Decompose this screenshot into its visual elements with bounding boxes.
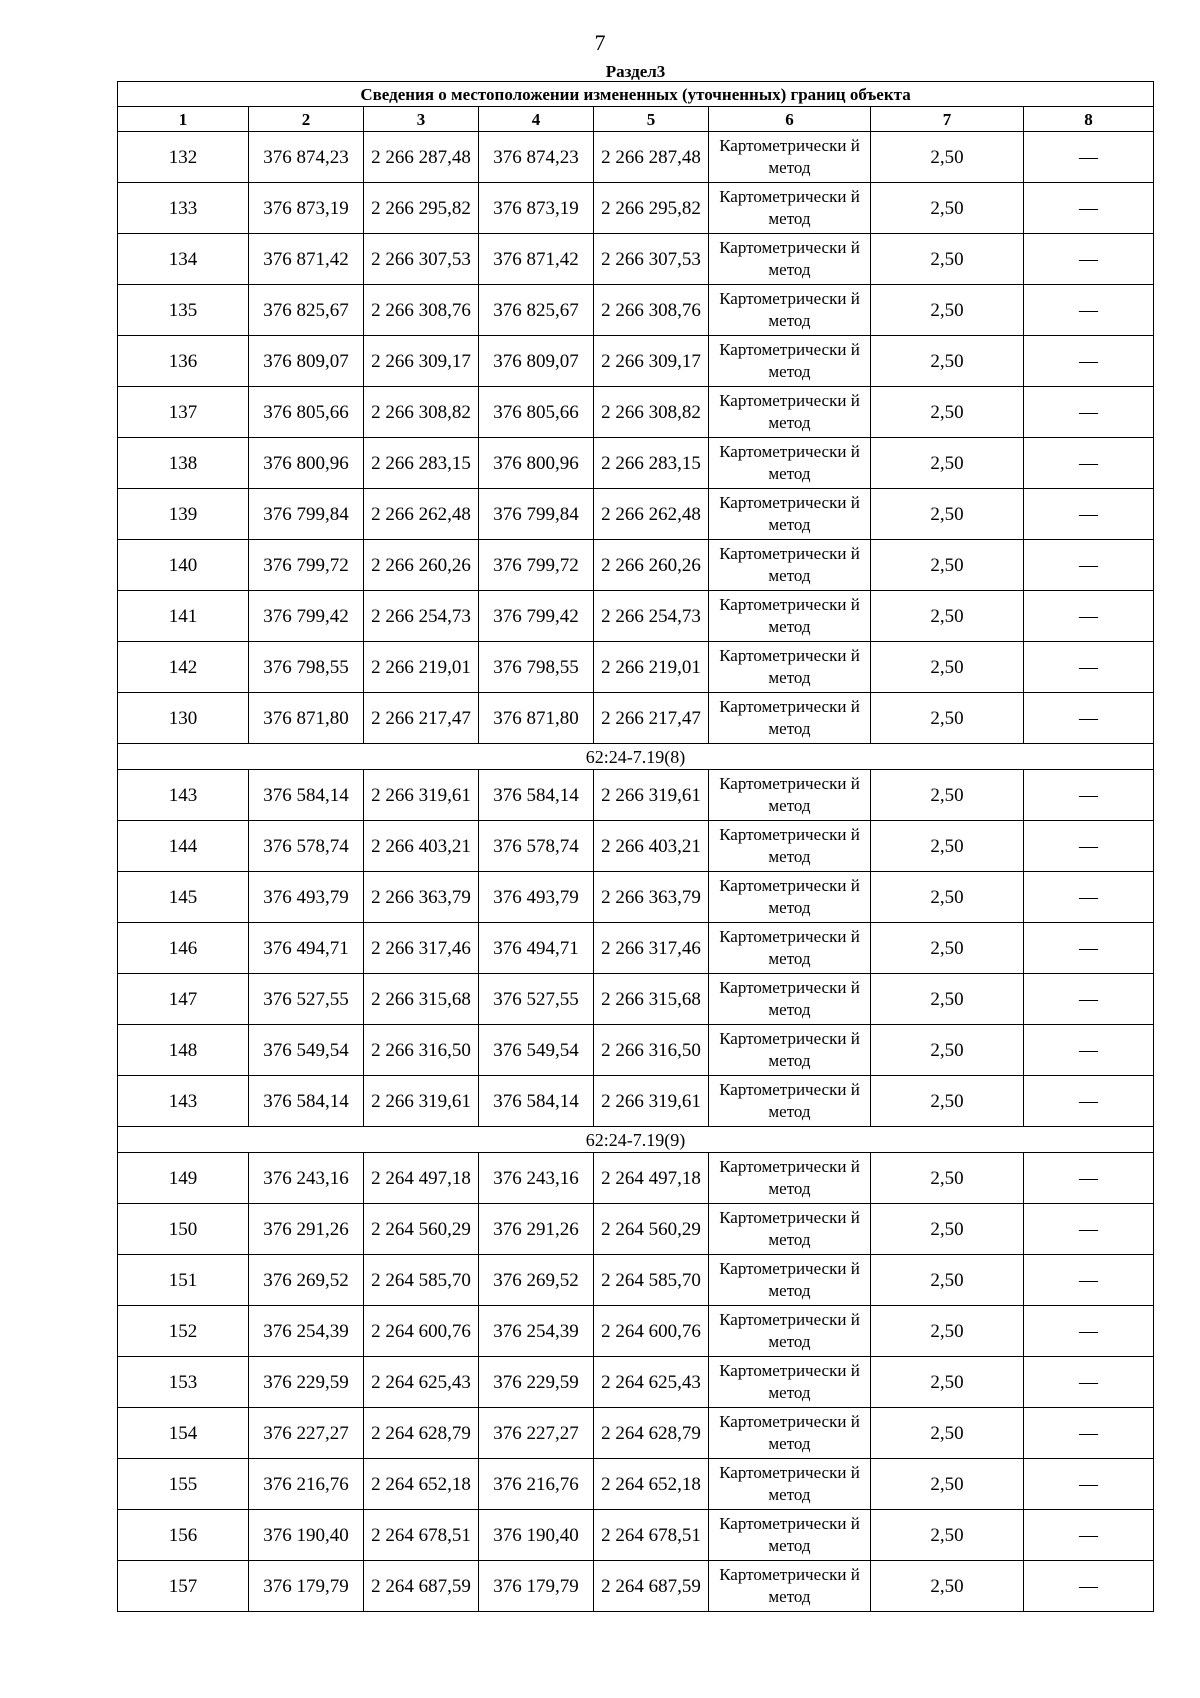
section-title: Раздел3 bbox=[605, 62, 666, 81]
accuracy-cell: 2,50 bbox=[871, 1408, 1024, 1459]
table-row bbox=[118, 1025, 1154, 1076]
y-new-cell: 2 266 283,15 bbox=[594, 438, 709, 489]
y-existing-cell: 2 266 287,48 bbox=[364, 132, 479, 183]
y-new-cell: 2 266 308,76 bbox=[594, 285, 709, 336]
x-existing-cell: 376 799,72 bbox=[249, 540, 364, 591]
description-cell: — bbox=[1024, 1459, 1154, 1510]
table-row bbox=[118, 489, 1154, 540]
x-existing-cell: 376 527,55 bbox=[249, 974, 364, 1025]
y-new-cell: 2 266 316,50 bbox=[594, 1025, 709, 1076]
method-cell: Картометрически й метод bbox=[709, 489, 871, 540]
accuracy-cell: 2,50 bbox=[871, 540, 1024, 591]
x-existing-cell: 376 825,67 bbox=[249, 285, 364, 336]
y-new-cell: 2 266 254,73 bbox=[594, 591, 709, 642]
y-new-cell: 2 266 217,47 bbox=[594, 693, 709, 744]
x-new-cell: 376 243,16 bbox=[479, 1153, 594, 1204]
x-existing-cell: 376 799,84 bbox=[249, 489, 364, 540]
table-row bbox=[118, 1306, 1154, 1357]
table-row bbox=[118, 438, 1154, 489]
x-existing-cell: 376 291,26 bbox=[249, 1204, 364, 1255]
table-caption: Сведения о местоположении измененных (уточненных) границ объекта bbox=[360, 84, 911, 104]
description-cell: — bbox=[1024, 1408, 1154, 1459]
table-row bbox=[118, 234, 1154, 285]
y-existing-cell: 2 264 560,29 bbox=[364, 1204, 479, 1255]
x-new-cell: 376 493,79 bbox=[479, 872, 594, 923]
point-number-cell: 139 bbox=[118, 489, 249, 540]
method-cell: Картометрически й метод bbox=[709, 591, 871, 642]
table-row bbox=[118, 183, 1154, 234]
column-header: 5 bbox=[594, 107, 709, 132]
description-cell: — bbox=[1024, 438, 1154, 489]
method-cell: Картометрически й метод bbox=[709, 132, 871, 183]
method-cell: Картометрически й метод bbox=[709, 438, 871, 489]
table-row bbox=[118, 1408, 1154, 1459]
x-existing-cell: 376 809,07 bbox=[249, 336, 364, 387]
x-existing-cell: 376 799,42 bbox=[249, 591, 364, 642]
table-row bbox=[118, 1076, 1154, 1127]
x-new-cell: 376 873,19 bbox=[479, 183, 594, 234]
y-new-cell: 2 266 307,53 bbox=[594, 234, 709, 285]
x-new-cell: 376 291,26 bbox=[479, 1204, 594, 1255]
point-number-cell: 130 bbox=[118, 693, 249, 744]
column-header: 7 bbox=[871, 107, 1024, 132]
table-row bbox=[118, 974, 1154, 1025]
x-existing-cell: 376 190,40 bbox=[249, 1510, 364, 1561]
y-existing-cell: 2 266 262,48 bbox=[364, 489, 479, 540]
y-new-cell: 2 264 497,18 bbox=[594, 1153, 709, 1204]
y-existing-cell: 2 266 403,21 bbox=[364, 821, 479, 872]
y-existing-cell: 2 266 316,50 bbox=[364, 1025, 479, 1076]
accuracy-cell: 2,50 bbox=[871, 923, 1024, 974]
accuracy-cell: 2,50 bbox=[871, 1255, 1024, 1306]
x-new-cell: 376 809,07 bbox=[479, 336, 594, 387]
x-existing-cell: 376 871,80 bbox=[249, 693, 364, 744]
y-new-cell: 2 266 317,46 bbox=[594, 923, 709, 974]
column-numbers-row bbox=[118, 107, 1154, 132]
x-existing-cell: 376 798,55 bbox=[249, 642, 364, 693]
y-existing-cell: 2 266 260,26 bbox=[364, 540, 479, 591]
accuracy-cell: 2,50 bbox=[871, 872, 1024, 923]
y-existing-cell: 2 266 363,79 bbox=[364, 872, 479, 923]
method-cell: Картометрически й метод bbox=[709, 1255, 871, 1306]
method-cell: Картометрически й метод bbox=[709, 974, 871, 1025]
accuracy-cell: 2,50 bbox=[871, 1459, 1024, 1510]
x-new-cell: 376 799,42 bbox=[479, 591, 594, 642]
accuracy-cell: 2,50 bbox=[871, 489, 1024, 540]
accuracy-cell: 2,50 bbox=[871, 1076, 1024, 1127]
y-new-cell: 2 266 308,82 bbox=[594, 387, 709, 438]
method-cell: Картометрически й метод bbox=[709, 693, 871, 744]
method-cell: Картометрически й метод bbox=[709, 387, 871, 438]
table-row bbox=[118, 387, 1154, 438]
x-new-cell: 376 871,80 bbox=[479, 693, 594, 744]
accuracy-cell: 2,50 bbox=[871, 234, 1024, 285]
y-existing-cell: 2 264 687,59 bbox=[364, 1561, 479, 1612]
column-header: 6 bbox=[709, 107, 871, 132]
point-number-cell: 150 bbox=[118, 1204, 249, 1255]
table-row bbox=[118, 336, 1154, 387]
table-row bbox=[118, 693, 1154, 744]
accuracy-cell: 2,50 bbox=[871, 1561, 1024, 1612]
point-number-cell: 143 bbox=[118, 1076, 249, 1127]
column-header: 3 bbox=[364, 107, 479, 132]
method-cell: Картометрически й метод bbox=[709, 923, 871, 974]
x-new-cell: 376 229,59 bbox=[479, 1357, 594, 1408]
y-new-cell: 2 266 319,61 bbox=[594, 1076, 709, 1127]
description-cell: — bbox=[1024, 693, 1154, 744]
accuracy-cell: 2,50 bbox=[871, 387, 1024, 438]
description-cell: — bbox=[1024, 1076, 1154, 1127]
point-number-cell: 154 bbox=[118, 1408, 249, 1459]
x-new-cell: 376 254,39 bbox=[479, 1306, 594, 1357]
y-existing-cell: 2 266 308,82 bbox=[364, 387, 479, 438]
y-existing-cell: 2 264 678,51 bbox=[364, 1510, 479, 1561]
accuracy-cell: 2,50 bbox=[871, 693, 1024, 744]
x-new-cell: 376 874,23 bbox=[479, 132, 594, 183]
y-new-cell: 2 264 585,70 bbox=[594, 1255, 709, 1306]
column-header: 1 bbox=[118, 107, 249, 132]
point-number-cell: 145 bbox=[118, 872, 249, 923]
y-new-cell: 2 266 295,82 bbox=[594, 183, 709, 234]
y-new-cell: 2 266 403,21 bbox=[594, 821, 709, 872]
table-row bbox=[118, 1561, 1154, 1612]
x-existing-cell: 376 179,79 bbox=[249, 1561, 364, 1612]
x-existing-cell: 376 269,52 bbox=[249, 1255, 364, 1306]
table-row bbox=[118, 1510, 1154, 1561]
description-cell: — bbox=[1024, 234, 1154, 285]
page-number: 7 bbox=[594, 30, 606, 55]
table-row bbox=[118, 540, 1154, 591]
x-new-cell: 376 578,74 bbox=[479, 821, 594, 872]
method-cell: Картометрически й метод bbox=[709, 872, 871, 923]
description-cell: — bbox=[1024, 974, 1154, 1025]
method-cell: Картометрически й метод bbox=[709, 1510, 871, 1561]
x-existing-cell: 376 874,23 bbox=[249, 132, 364, 183]
description-cell: — bbox=[1024, 872, 1154, 923]
y-existing-cell: 2 266 295,82 bbox=[364, 183, 479, 234]
description-cell: — bbox=[1024, 1153, 1154, 1204]
description-cell: — bbox=[1024, 821, 1154, 872]
description-cell: — bbox=[1024, 336, 1154, 387]
description-cell: — bbox=[1024, 1561, 1154, 1612]
table-row bbox=[118, 923, 1154, 974]
point-number-cell: 153 bbox=[118, 1357, 249, 1408]
y-existing-cell: 2 264 585,70 bbox=[364, 1255, 479, 1306]
x-existing-cell: 376 873,19 bbox=[249, 183, 364, 234]
x-existing-cell: 376 805,66 bbox=[249, 387, 364, 438]
y-new-cell: 2 266 319,61 bbox=[594, 770, 709, 821]
boundary-coordinates-table bbox=[117, 62, 1154, 1612]
description-cell: — bbox=[1024, 642, 1154, 693]
accuracy-cell: 2,50 bbox=[871, 438, 1024, 489]
y-new-cell: 2 264 625,43 bbox=[594, 1357, 709, 1408]
accuracy-cell: 2,50 bbox=[871, 821, 1024, 872]
y-existing-cell: 2 264 628,79 bbox=[364, 1408, 479, 1459]
table-row bbox=[118, 821, 1154, 872]
point-number-cell: 151 bbox=[118, 1255, 249, 1306]
point-number-cell: 142 bbox=[118, 642, 249, 693]
method-cell: Картометрически й метод bbox=[709, 183, 871, 234]
table-row bbox=[118, 1255, 1154, 1306]
y-new-cell: 2 266 262,48 bbox=[594, 489, 709, 540]
table-row bbox=[118, 1153, 1154, 1204]
x-new-cell: 376 799,72 bbox=[479, 540, 594, 591]
method-cell: Картометрически й метод bbox=[709, 1204, 871, 1255]
accuracy-cell: 2,50 bbox=[871, 974, 1024, 1025]
point-number-cell: 152 bbox=[118, 1306, 249, 1357]
y-new-cell: 2 266 260,26 bbox=[594, 540, 709, 591]
x-existing-cell: 376 493,79 bbox=[249, 872, 364, 923]
table-row bbox=[118, 770, 1154, 821]
accuracy-cell: 2,50 bbox=[871, 1510, 1024, 1561]
description-cell: — bbox=[1024, 132, 1154, 183]
table-row bbox=[118, 285, 1154, 336]
group-label: 62:24-7.19(9) bbox=[118, 1127, 1154, 1153]
accuracy-cell: 2,50 bbox=[871, 642, 1024, 693]
group-row bbox=[118, 744, 1154, 770]
point-number-cell: 138 bbox=[118, 438, 249, 489]
x-new-cell: 376 527,55 bbox=[479, 974, 594, 1025]
accuracy-cell: 2,50 bbox=[871, 1025, 1024, 1076]
y-new-cell: 2 266 309,17 bbox=[594, 336, 709, 387]
point-number-cell: 149 bbox=[118, 1153, 249, 1204]
method-cell: Картометрически й метод bbox=[709, 1306, 871, 1357]
x-new-cell: 376 216,76 bbox=[479, 1459, 594, 1510]
point-number-cell: 134 bbox=[118, 234, 249, 285]
x-new-cell: 376 584,14 bbox=[479, 1076, 594, 1127]
x-existing-cell: 376 229,59 bbox=[249, 1357, 364, 1408]
x-new-cell: 376 190,40 bbox=[479, 1510, 594, 1561]
accuracy-cell: 2,50 bbox=[871, 183, 1024, 234]
x-existing-cell: 376 584,14 bbox=[249, 1076, 364, 1127]
x-new-cell: 376 871,42 bbox=[479, 234, 594, 285]
x-new-cell: 376 799,84 bbox=[479, 489, 594, 540]
table-row bbox=[118, 642, 1154, 693]
method-cell: Картометрически й метод bbox=[709, 336, 871, 387]
accuracy-cell: 2,50 bbox=[871, 285, 1024, 336]
y-existing-cell: 2 266 309,17 bbox=[364, 336, 479, 387]
y-new-cell: 2 264 628,79 bbox=[594, 1408, 709, 1459]
point-number-cell: 136 bbox=[118, 336, 249, 387]
table-row bbox=[118, 1459, 1154, 1510]
table-body bbox=[118, 62, 1154, 1612]
method-cell: Картометрически й метод bbox=[709, 1459, 871, 1510]
y-new-cell: 2 266 219,01 bbox=[594, 642, 709, 693]
description-cell: — bbox=[1024, 1357, 1154, 1408]
y-existing-cell: 2 266 319,61 bbox=[364, 770, 479, 821]
method-cell: Картометрически й метод bbox=[709, 642, 871, 693]
description-cell: — bbox=[1024, 285, 1154, 336]
point-number-cell: 144 bbox=[118, 821, 249, 872]
method-cell: Картометрически й метод bbox=[709, 770, 871, 821]
x-existing-cell: 376 216,76 bbox=[249, 1459, 364, 1510]
description-cell: — bbox=[1024, 591, 1154, 642]
table-row bbox=[118, 1357, 1154, 1408]
x-new-cell: 376 269,52 bbox=[479, 1255, 594, 1306]
description-cell: — bbox=[1024, 540, 1154, 591]
accuracy-cell: 2,50 bbox=[871, 591, 1024, 642]
method-cell: Картометрически й метод bbox=[709, 1153, 871, 1204]
x-existing-cell: 376 494,71 bbox=[249, 923, 364, 974]
accuracy-cell: 2,50 bbox=[871, 336, 1024, 387]
y-existing-cell: 2 266 219,01 bbox=[364, 642, 479, 693]
accuracy-cell: 2,50 bbox=[871, 132, 1024, 183]
x-existing-cell: 376 584,14 bbox=[249, 770, 364, 821]
point-number-cell: 147 bbox=[118, 974, 249, 1025]
x-existing-cell: 376 578,74 bbox=[249, 821, 364, 872]
y-new-cell: 2 266 315,68 bbox=[594, 974, 709, 1025]
x-new-cell: 376 179,79 bbox=[479, 1561, 594, 1612]
point-number-cell: 141 bbox=[118, 591, 249, 642]
accuracy-cell: 2,50 bbox=[871, 1306, 1024, 1357]
description-cell: — bbox=[1024, 183, 1154, 234]
description-cell: — bbox=[1024, 1306, 1154, 1357]
accuracy-cell: 2,50 bbox=[871, 1204, 1024, 1255]
y-new-cell: 2 264 652,18 bbox=[594, 1459, 709, 1510]
y-existing-cell: 2 264 497,18 bbox=[364, 1153, 479, 1204]
x-existing-cell: 376 254,39 bbox=[249, 1306, 364, 1357]
point-number-cell: 157 bbox=[118, 1561, 249, 1612]
description-cell: — bbox=[1024, 387, 1154, 438]
point-number-cell: 155 bbox=[118, 1459, 249, 1510]
description-cell: — bbox=[1024, 489, 1154, 540]
method-cell: Картометрически й метод bbox=[709, 1076, 871, 1127]
point-number-cell: 143 bbox=[118, 770, 249, 821]
y-existing-cell: 2 264 652,18 bbox=[364, 1459, 479, 1510]
method-cell: Картометрически й метод bbox=[709, 540, 871, 591]
y-existing-cell: 2 264 600,76 bbox=[364, 1306, 479, 1357]
method-cell: Картометрически й метод bbox=[709, 821, 871, 872]
accuracy-cell: 2,50 bbox=[871, 770, 1024, 821]
point-number-cell: 140 bbox=[118, 540, 249, 591]
x-new-cell: 376 798,55 bbox=[479, 642, 594, 693]
y-new-cell: 2 266 287,48 bbox=[594, 132, 709, 183]
y-existing-cell: 2 266 308,76 bbox=[364, 285, 479, 336]
column-header: 4 bbox=[479, 107, 594, 132]
y-existing-cell: 2 266 319,61 bbox=[364, 1076, 479, 1127]
y-existing-cell: 2 266 317,46 bbox=[364, 923, 479, 974]
y-new-cell: 2 266 363,79 bbox=[594, 872, 709, 923]
y-existing-cell: 2 266 283,15 bbox=[364, 438, 479, 489]
column-header: 8 bbox=[1024, 107, 1154, 132]
y-new-cell: 2 264 560,29 bbox=[594, 1204, 709, 1255]
y-existing-cell: 2 266 307,53 bbox=[364, 234, 479, 285]
table-row bbox=[118, 1204, 1154, 1255]
table-row bbox=[118, 591, 1154, 642]
x-new-cell: 376 227,27 bbox=[479, 1408, 594, 1459]
description-cell: — bbox=[1024, 1025, 1154, 1076]
point-number-cell: 148 bbox=[118, 1025, 249, 1076]
accuracy-cell: 2,50 bbox=[871, 1153, 1024, 1204]
y-new-cell: 2 264 678,51 bbox=[594, 1510, 709, 1561]
description-cell: — bbox=[1024, 1510, 1154, 1561]
x-new-cell: 376 584,14 bbox=[479, 770, 594, 821]
description-cell: — bbox=[1024, 1204, 1154, 1255]
point-number-cell: 135 bbox=[118, 285, 249, 336]
x-existing-cell: 376 227,27 bbox=[249, 1408, 364, 1459]
x-existing-cell: 376 549,54 bbox=[249, 1025, 364, 1076]
y-new-cell: 2 264 600,76 bbox=[594, 1306, 709, 1357]
method-cell: Картометрически й метод bbox=[709, 234, 871, 285]
accuracy-cell: 2,50 bbox=[871, 1357, 1024, 1408]
point-number-cell: 132 bbox=[118, 132, 249, 183]
table-row bbox=[118, 132, 1154, 183]
group-row bbox=[118, 1127, 1154, 1153]
y-new-cell: 2 264 687,59 bbox=[594, 1561, 709, 1612]
x-existing-cell: 376 243,16 bbox=[249, 1153, 364, 1204]
method-cell: Картометрически й метод bbox=[709, 1025, 871, 1076]
description-cell: — bbox=[1024, 770, 1154, 821]
x-new-cell: 376 800,96 bbox=[479, 438, 594, 489]
y-existing-cell: 2 264 625,43 bbox=[364, 1357, 479, 1408]
method-cell: Картометрически й метод bbox=[709, 1408, 871, 1459]
description-cell: — bbox=[1024, 923, 1154, 974]
method-cell: Картометрически й метод bbox=[709, 1357, 871, 1408]
table-caption-cell bbox=[118, 62, 1154, 107]
table-row bbox=[118, 872, 1154, 923]
point-number-cell: 146 bbox=[118, 923, 249, 974]
y-existing-cell: 2 266 217,47 bbox=[364, 693, 479, 744]
point-number-cell: 133 bbox=[118, 183, 249, 234]
point-number-cell: 156 bbox=[118, 1510, 249, 1561]
x-existing-cell: 376 871,42 bbox=[249, 234, 364, 285]
method-cell: Картометрически й метод bbox=[709, 285, 871, 336]
method-cell: Картометрически й метод bbox=[709, 1561, 871, 1612]
group-label: 62:24-7.19(8) bbox=[118, 744, 1154, 770]
x-new-cell: 376 494,71 bbox=[479, 923, 594, 974]
y-existing-cell: 2 266 315,68 bbox=[364, 974, 479, 1025]
y-existing-cell: 2 266 254,73 bbox=[364, 591, 479, 642]
column-header: 2 bbox=[249, 107, 364, 132]
x-new-cell: 376 549,54 bbox=[479, 1025, 594, 1076]
x-new-cell: 376 825,67 bbox=[479, 285, 594, 336]
x-existing-cell: 376 800,96 bbox=[249, 438, 364, 489]
point-number-cell: 137 bbox=[118, 387, 249, 438]
description-cell: — bbox=[1024, 1255, 1154, 1306]
x-new-cell: 376 805,66 bbox=[479, 387, 594, 438]
